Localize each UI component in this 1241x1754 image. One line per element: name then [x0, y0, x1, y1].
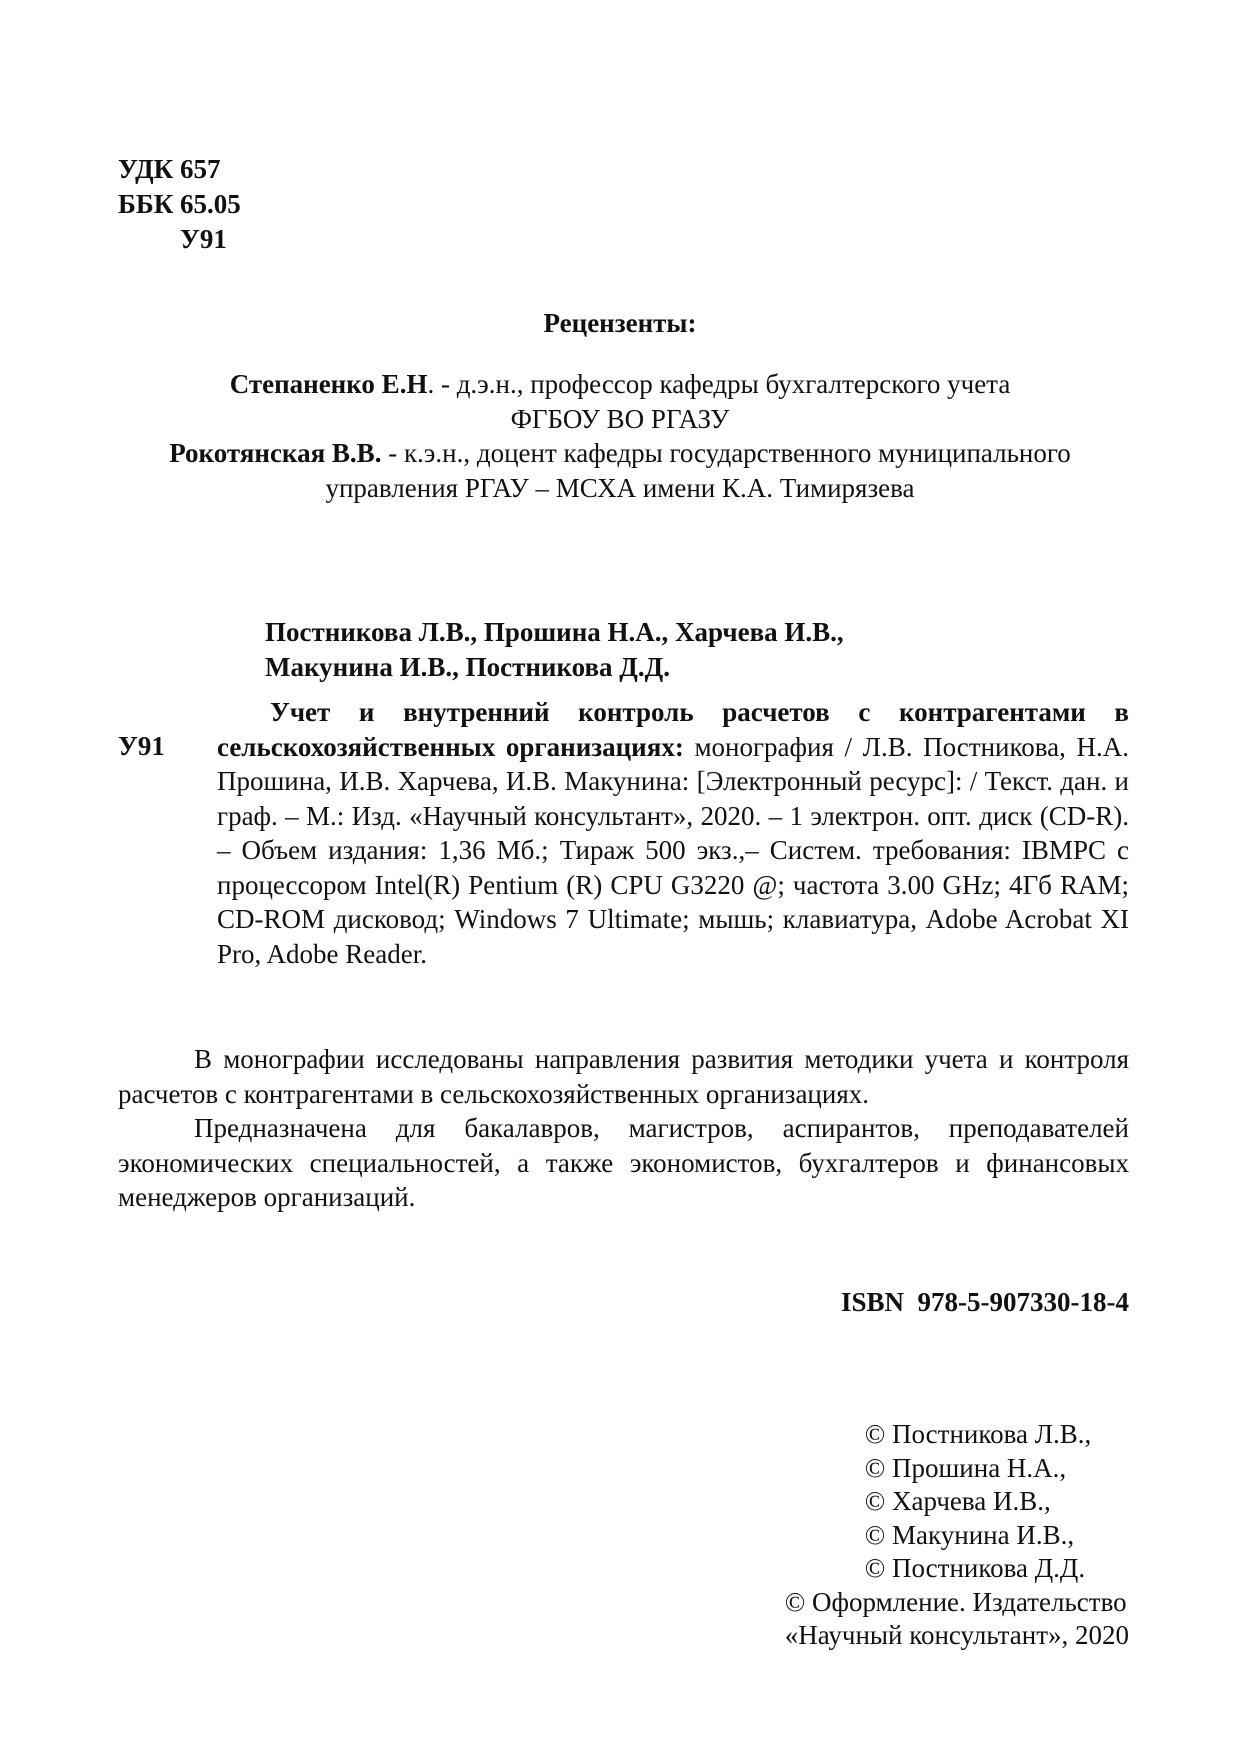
- author-code: У91: [180, 224, 227, 254]
- copyright-line: © Прошина Н.А.,: [864, 1452, 1067, 1483]
- reviewer-entry: [110, 367, 1130, 402]
- reviewers-list: [110, 367, 1130, 505]
- reviewer-name: Рокотянская В.В.: [169, 438, 382, 468]
- bbk-code: ББК 65.05: [118, 189, 241, 219]
- copyright-line: © Постникова Л.В.,: [864, 1419, 1092, 1449]
- udk-code: УДК 657: [118, 154, 221, 184]
- copyright-line: © Харчева И.В.,: [864, 1486, 1051, 1516]
- book-description: монография / Л.В. Постникова, Н.А. Прошина, И.В. Харчева, И.В. Макунина: [Электронный ресурс]: / Текст. дан. и граф. – М.: Изд. «Научный консультант», 2020. – 1 электрон. опт. диск (CD-R). – Объем издания: 1,36 Мб.; Тираж 500 экз.,– Систем. требования: IBMPC с процессором Intel(R) Pentium (R) CPU G3220 @; частота 3.00 GHz; 4Гб RAM; CD-ROM дисковод; Windows 7 Ultimate; мышь; клавиатура, Adobe Acrobat XI Pro, Adobe Reader.: [217, 731, 1129, 969]
- copyright-line: © Постникова Д.Д.: [864, 1553, 1086, 1583]
- book-code: У91: [118, 731, 165, 761]
- reviewer-entry: [110, 436, 1130, 471]
- copyright-line: «Научный консультант», 2020: [784, 1620, 1129, 1650]
- isbn: ISBN 978-5-907330-18-4: [841, 1287, 1129, 1317]
- authors-line: Постникова Л.В., Прошина Н.А., Харчева И.В.,: [265, 617, 844, 647]
- copyright-line: © Макунина И.В.,: [864, 1519, 1075, 1550]
- reviewer-affiliation: ФГБОУ ВО РГАЗУ: [510, 403, 730, 434]
- reviewer-name: Степаненко Е.Н: [229, 369, 428, 399]
- copyright-line: © Оформление. Издательство: [784, 1586, 1127, 1617]
- reviewer-affiliation: управления РГАУ – МСХА имени К.А. Тимирязева: [325, 472, 915, 503]
- annotation: [118, 1042, 1129, 1215]
- reviewer-position: . - д.э.н., профессор кафедры бухгалтерского учета: [427, 369, 1011, 399]
- authors-block: [265, 615, 844, 685]
- classification-block: [118, 152, 241, 257]
- copyright-block: [785, 1418, 1129, 1653]
- book-title: Учет и внутренний контроль расчетов с контрагентами в сельскохозяйственных организациях:: [217, 697, 1129, 762]
- reviewer-position: - к.э.н., доцент кафедры государственного муниципального: [381, 438, 1071, 468]
- annotation-paragraph: Предназначена для бакалавров, магистров, аспирантов, преподавателей экономических специальностей, а также экономистов, бухгалтеров и финансовых менеджеров организаций.: [118, 1113, 1129, 1212]
- bibliographic-description: [217, 695, 1129, 971]
- authors-line: Макунина И.В., Постникова Д.Д.: [265, 652, 670, 682]
- reviewers-title: Рецензенты:: [543, 308, 697, 338]
- annotation-paragraph: В монографии исследованы направления развития методики учета и контроля расчетов с контрагентами в сельскохозяйственных организациях.: [118, 1044, 1129, 1109]
